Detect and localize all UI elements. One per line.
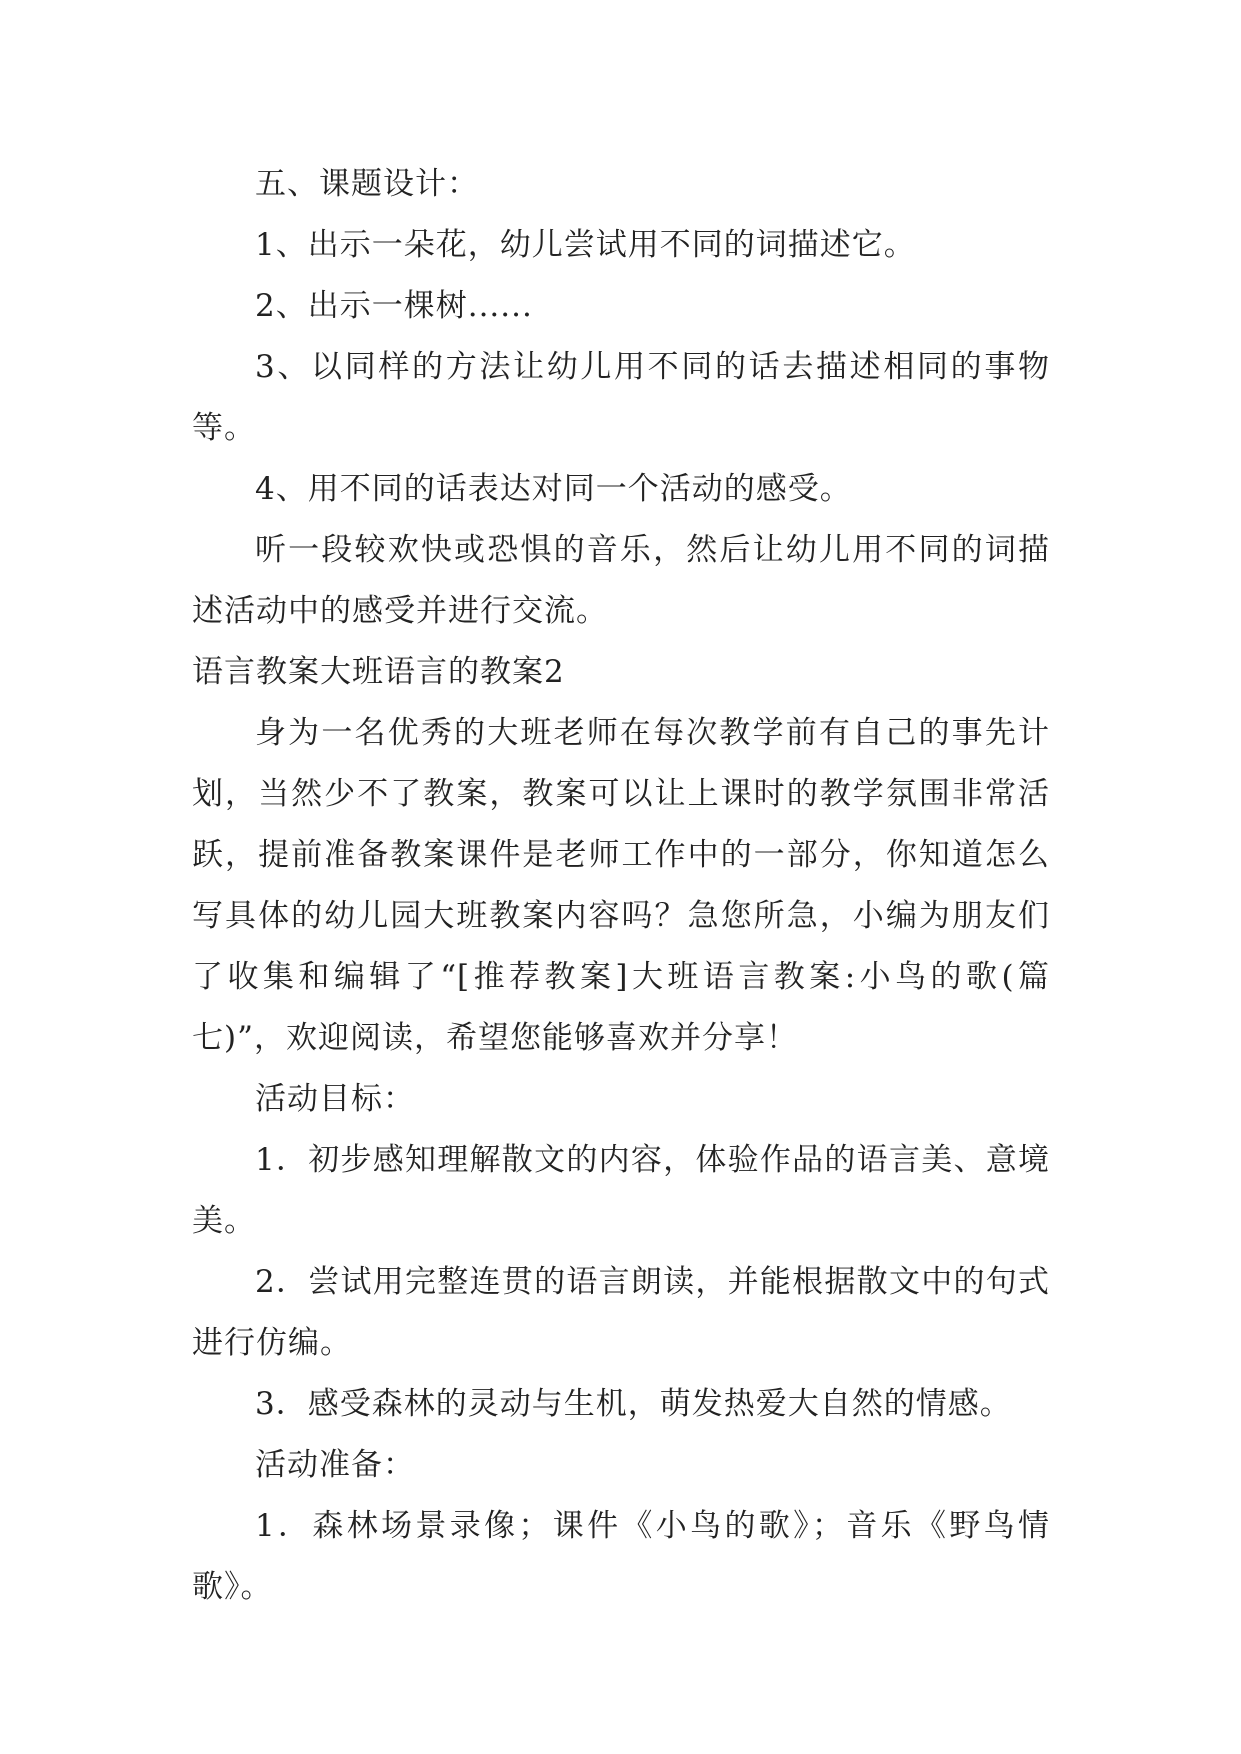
list-item: 2、出示一棵树......	[255, 288, 533, 324]
section-heading-preparation: 活动准备：	[255, 1447, 415, 1483]
list-item: 4、用不同的话表达对同一个活动的感受。	[255, 471, 852, 507]
document-title: 语言教案大班语言的教案2	[192, 654, 565, 690]
intro-paragraph: 身为一名优秀的大班老师在每次教学前有自己的事先计划，当然少不了教案，教案可以让上课时的教学氛围非常活跃，提前准备教案课件是老师工作中的一部分，你知道怎么写具体的幼儿园大班教案内容吗？急您所急，小编为朋友们了收集和编辑了“[推荐教案]大班语言教案:小鸟的歌(篇七)”，欢迎阅读，希望您能够喜欢并分享！	[192, 715, 1050, 1056]
body-paragraph: 听一段较欢快或恐惧的音乐，然后让幼儿用不同的词描述活动中的感受并进行交流。	[192, 532, 1050, 629]
list-item: 3．感受森林的灵动与生机，萌发热爱大自然的情感。	[255, 1386, 1012, 1422]
list-item: 1．初步感知理解散文的内容，体验作品的语言美、意境美。	[192, 1142, 1050, 1239]
section-heading-design: 五、课题设计：	[255, 166, 479, 202]
list-item: 3、以同样的方法让幼儿用不同的话去描述相同的事物等。	[192, 349, 1050, 446]
section-heading-goals: 活动目标：	[255, 1081, 415, 1117]
list-item: 2．尝试用完整连贯的语言朗读，并能根据散文中的句式进行仿编。	[192, 1264, 1050, 1361]
list-item: 1．森林场景录像；课件《小鸟的歌》；音乐《野鸟情歌》。	[192, 1508, 1050, 1605]
list-item: 1、出示一朵花，幼儿尝试用不同的词描述它。	[255, 227, 916, 263]
document-page	[192, 154, 1050, 1618]
